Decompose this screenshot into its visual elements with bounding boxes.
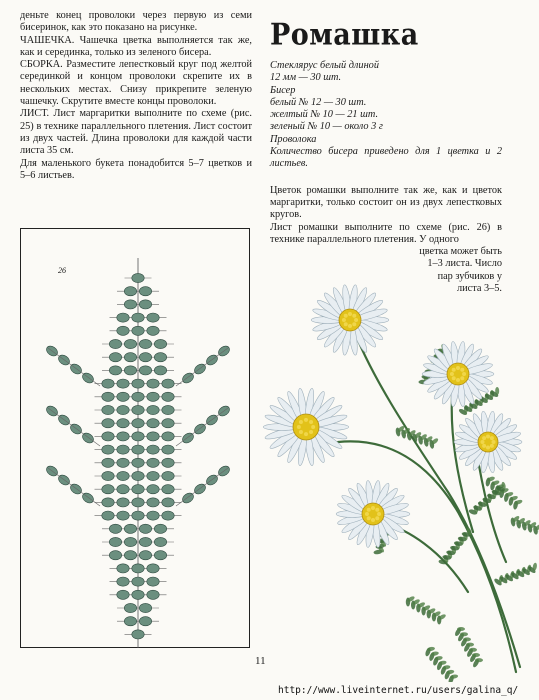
center-bead (377, 512, 381, 516)
center-bead (460, 376, 464, 380)
bead (132, 379, 144, 388)
bead (117, 326, 129, 335)
center-bead (452, 376, 456, 380)
bead (132, 590, 144, 599)
bead (109, 524, 121, 533)
bead (117, 432, 129, 441)
bead (132, 432, 144, 441)
stem (338, 441, 516, 672)
bead (132, 405, 144, 414)
tooth-bead (69, 422, 84, 436)
chamomile-flower (336, 480, 410, 548)
center-bead (352, 314, 356, 318)
material-line: зеленый № 10 — около 3 г (270, 121, 383, 133)
leaf-bead (475, 658, 483, 662)
center-bead (452, 368, 456, 372)
bead (117, 313, 129, 322)
bead (109, 339, 121, 348)
bead (117, 577, 129, 586)
bead (147, 511, 159, 520)
bead (117, 445, 129, 454)
instructions-flower: Цветок ромашки выполните так же, как и цветок маргаритки, только состоит он из двух лепестковых кругов. (270, 184, 502, 221)
bead (147, 458, 159, 467)
bead (102, 392, 114, 401)
center-bead (309, 420, 313, 424)
center-bead (375, 508, 379, 512)
leaf-bead (457, 627, 465, 631)
center-bead (456, 378, 460, 382)
material-line: 12 мм — 30 шт. (270, 72, 342, 84)
bead (102, 432, 114, 441)
tooth-wire (48, 468, 100, 506)
bead (139, 537, 151, 546)
bead (102, 498, 114, 507)
left-paragraph-calyx: ЧАШЕЧКА. Чашечка цветка выполняется так же, как и серединка, только из зеленого бисера. (20, 34, 252, 58)
center-bead (367, 516, 371, 520)
bead (132, 326, 144, 335)
bead (117, 405, 129, 414)
leaf-bead (466, 643, 474, 647)
leaf-bead (495, 387, 499, 395)
bead (102, 405, 114, 414)
chamomile-flower (311, 284, 389, 355)
bead (162, 379, 174, 388)
center-bead (462, 372, 466, 376)
bead (124, 617, 136, 626)
center-bead (309, 430, 313, 434)
bead (139, 339, 151, 348)
bead (124, 366, 136, 375)
center-bead (481, 440, 485, 444)
bead (147, 577, 159, 586)
instructions-tail-4: листа 3–5. (456, 283, 502, 295)
center-bead (460, 368, 464, 372)
bead (117, 379, 129, 388)
left-paragraph-leaf: ЛИСТ. Лист маргаритки выполните по схеме (рис. 25) в технике параллельного плетения. Лист состоит из двух частей. Длина проволоки для каждой части листа 35 см. (20, 108, 252, 157)
bead (147, 379, 159, 388)
leaf-bead (469, 648, 477, 652)
bead (154, 537, 166, 546)
center-bead (352, 322, 356, 326)
bead (154, 339, 166, 348)
bead (162, 392, 174, 401)
chamomile-photo (258, 262, 539, 682)
bead (132, 273, 144, 282)
bead (102, 445, 114, 454)
center-bead (344, 314, 348, 318)
page-number: 11 (255, 655, 266, 667)
bead (117, 458, 129, 467)
bead (154, 524, 166, 533)
center-bead (367, 508, 371, 512)
bead (102, 471, 114, 480)
leaf-bead (472, 653, 480, 657)
center-bead (371, 506, 375, 510)
material-line: белый № 12 — 30 шт. (270, 96, 367, 108)
bead (132, 445, 144, 454)
bead (124, 524, 136, 533)
bead (124, 353, 136, 362)
bead (162, 445, 174, 454)
tooth-bead (69, 362, 84, 376)
bead (132, 419, 144, 428)
bead (109, 551, 121, 560)
chamomile-flower (454, 411, 522, 473)
center-bead (348, 312, 352, 316)
instructions-leaf: Лист ромашки выполните по схеме (рис. 26) в технике параллельного плетения. У одного (270, 221, 502, 245)
left-paragraph-assembly: СБОРКА. Разместите лепестковый круг под желтой серединкой и концом проволоки скрепите их в нескольких местах. Снизу прикрепите зеленую чашечку. Скрутите вместе концы проволоки. (20, 59, 252, 108)
bead (117, 511, 129, 520)
bead (147, 471, 159, 480)
figure-number: 26 (58, 266, 66, 275)
material-line: Бисер (270, 84, 296, 96)
tooth-wire (176, 408, 228, 446)
center-bead (297, 425, 301, 429)
center-bead (299, 420, 303, 424)
bead (162, 458, 174, 467)
center-bead (348, 324, 352, 328)
bead (117, 392, 129, 401)
bead (147, 498, 159, 507)
center-bead (375, 516, 379, 520)
bead (117, 419, 129, 428)
bead (139, 524, 151, 533)
tooth-wire (48, 408, 100, 446)
bead (132, 577, 144, 586)
bead (139, 617, 151, 626)
center-bead (299, 430, 303, 434)
center-bead (311, 425, 315, 429)
left-paragraph-bouquet: Для маленького букета понадобится 5–7 цветков и 5–6 листьев. (20, 157, 252, 181)
bead (124, 339, 136, 348)
bead (132, 511, 144, 520)
center-bead (371, 518, 375, 522)
bead (132, 313, 144, 322)
center-bead (342, 318, 346, 322)
bead (109, 366, 121, 375)
bead (162, 485, 174, 494)
left-text-column (20, 10, 252, 182)
chamomile-flower (263, 388, 348, 466)
bead (117, 471, 129, 480)
center-bead (486, 435, 490, 439)
bead (162, 471, 174, 480)
bead (102, 511, 114, 520)
leaf-bead (460, 632, 468, 636)
bead (139, 287, 151, 296)
bead (147, 419, 159, 428)
materials-list (270, 60, 502, 171)
material-note: Количество бисера приведено для 1 цветка и 2 листьев. (270, 146, 502, 170)
tooth-bead (193, 482, 208, 496)
bead (117, 498, 129, 507)
bead (147, 590, 159, 599)
bead (102, 379, 114, 388)
bead (132, 630, 144, 639)
tooth-wire (176, 468, 228, 506)
bead (154, 353, 166, 362)
leaf-bead-diagram (20, 228, 250, 648)
bead (154, 366, 166, 375)
flowers (263, 284, 522, 547)
bead (147, 405, 159, 414)
bead (102, 458, 114, 467)
bead (154, 551, 166, 560)
right-text-column (270, 16, 502, 295)
center-bead (450, 372, 454, 376)
tooth-wire (48, 348, 100, 386)
left-paragraph-1: деньте конец проволоки через первую из семи бисеринок, как это показано на рисунке. (20, 10, 252, 34)
bead (162, 511, 174, 520)
bead (124, 287, 136, 296)
page-title: Ромашка (270, 18, 419, 53)
tooth-bead (193, 422, 208, 436)
center-bead (492, 440, 496, 444)
bead (162, 432, 174, 441)
watermark-url: http://www.liveinternet.ru/users/galina_q/ (278, 685, 519, 696)
bead (147, 326, 159, 335)
bead (109, 537, 121, 546)
bead (147, 432, 159, 441)
center-bead (365, 512, 369, 516)
tooth-wire (176, 348, 228, 386)
center-bead (304, 432, 308, 436)
center-bead (490, 444, 494, 448)
bead (139, 300, 151, 309)
bead (132, 498, 144, 507)
bead (132, 458, 144, 467)
leaf-bead (463, 637, 471, 641)
bead (132, 392, 144, 401)
center-bead (482, 444, 486, 448)
bead (162, 405, 174, 414)
bead (102, 485, 114, 494)
bead (162, 419, 174, 428)
bead (117, 485, 129, 494)
center-bead (490, 436, 494, 440)
bead (117, 590, 129, 599)
bead (139, 353, 151, 362)
bead (124, 603, 136, 612)
bead (139, 603, 151, 612)
bead (124, 300, 136, 309)
center-bead (486, 446, 490, 450)
instructions-tail-1: цветка может быть (419, 246, 502, 258)
bead (139, 366, 151, 375)
tooth-bead (193, 362, 208, 376)
tooth-bead (69, 482, 84, 496)
bead (117, 564, 129, 573)
instructions-tail-3: пар зубчиков у (437, 270, 502, 282)
bead (162, 498, 174, 507)
bead (147, 564, 159, 573)
center-bead (304, 418, 308, 422)
material-line: Проволока (270, 133, 317, 145)
bead (147, 485, 159, 494)
material-line: желтый № 10 — 21 шт. (270, 109, 379, 121)
bead (109, 353, 121, 362)
bead (102, 419, 114, 428)
material-line: Стеклярус белый длиной (270, 60, 379, 71)
center-bead (344, 322, 348, 326)
bead (132, 485, 144, 494)
center-bead (482, 436, 486, 440)
center-bead (456, 366, 460, 370)
bead (124, 537, 136, 546)
bead (147, 313, 159, 322)
bead (147, 392, 159, 401)
bead (132, 564, 144, 573)
center-bead (354, 318, 358, 322)
bead (139, 551, 151, 560)
chamomile-flower (422, 341, 494, 407)
bead (124, 551, 136, 560)
bead (147, 445, 159, 454)
bead (132, 471, 144, 480)
instructions-tail-2: 1–3 листа. Число (427, 258, 502, 270)
